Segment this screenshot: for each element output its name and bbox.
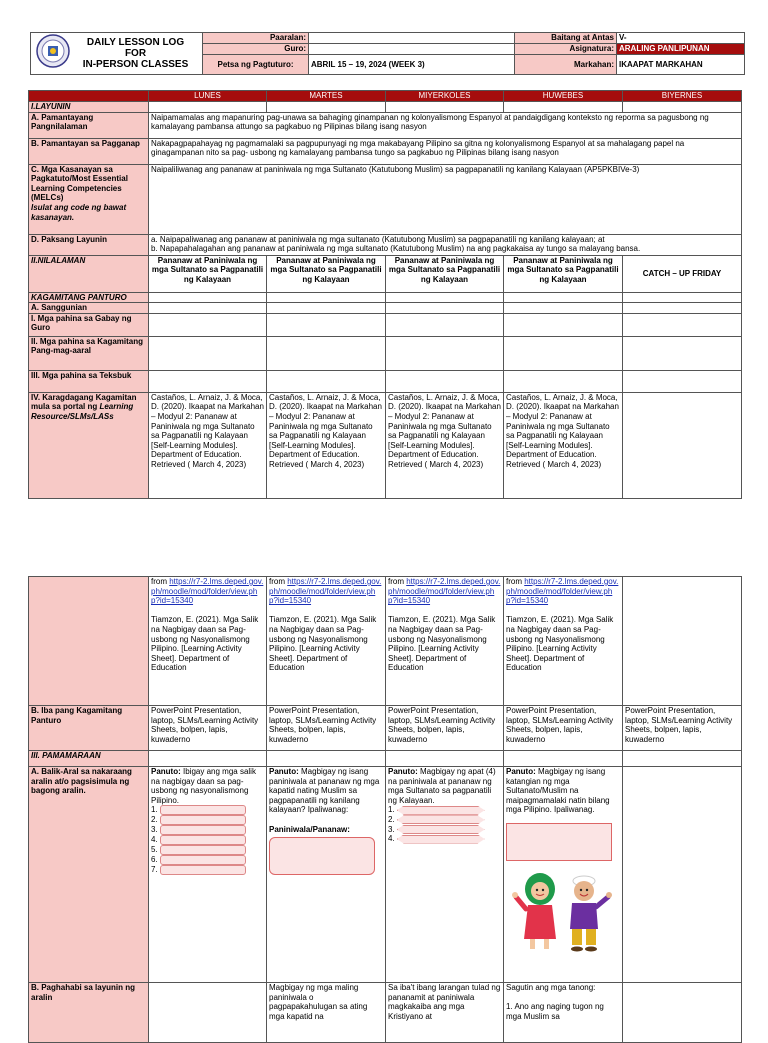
paniniwala-label: Paniniwala/Pananaw: — [269, 824, 350, 834]
pamantayan-sa-pagganap-text: Nakapagpapahayag ng pagmamalaki sa pagpupunyagi ng mga makabayang Pilipino sa gitna ng kolonyalismong Espanyol at sa mahalagang papel na ginagampanan nito sa pag- usbong ng kamalayang pambansa tungo sa pagkabuo ng Pilipinas bilang isang nasyon — [149, 138, 742, 164]
continuation-label — [29, 577, 149, 706]
day-header-lunes: LUNES — [149, 91, 267, 102]
iba-biyernes: PowerPoint Presentation, laptop, SLMs/Learning Activity Sheets, bolpen, lapis, kuwaderno — [623, 706, 742, 751]
asignatura-label: Asignatura: — [515, 44, 617, 55]
paghahabi-miyerkoles: Sa iba't ibang larangan tulad ng pananamit at paniniwala magkakaiba ang mga Kristiyano at — [386, 983, 504, 1043]
nilalaman-lunes: Pananaw at Paniniwala ng mga Sultanato sa Pagpanatili ng Kalayaan — [149, 255, 267, 292]
guro-label: Guro: — [203, 44, 309, 55]
kagamitang-panturo-heading: KAGAMITANG PANTURO — [29, 292, 149, 303]
reference-martes: from https://r7-2.lms.deped.gov.ph/moodle/mod/folder/view.php?id=15340 Tiamzon, E. (2021). Mga Salik na Nagbigay daan sa Pag-usbong ng Nasyonalismong Pilipino. [Learning Activity Sheet]. Department of Education — [267, 577, 386, 706]
iba-miyerkoles: PowerPoint Presentation, laptop, SLMs/Learning Activity Sheets, bolpen, lapis, kuwaderno — [386, 706, 504, 751]
paaralan-label: Paaralan: — [203, 33, 309, 44]
paghahabi-huwebes: Sagutin ang mga tanong: 1. Ano ang naging tugon ng mga Muslim sa — [504, 983, 623, 1043]
day-header-huwebes: HUWEBES — [504, 91, 623, 102]
lms-link[interactable]: https://r7-2.lms.deped.gov.ph/moodle/mod/folder/view.php?id=15340 — [269, 577, 382, 606]
paksang-layunin-label: D. Paksang Layunin — [29, 234, 149, 255]
answer-blank[interactable] — [160, 805, 246, 815]
answer-blank[interactable] — [397, 806, 485, 815]
lms-link[interactable]: https://r7-2.lms.deped.gov.ph/moodle/mod/folder/view.php?id=15340 — [506, 577, 619, 606]
iba-huwebes: PowerPoint Presentation, laptop, SLMs/Learning Activity Sheets, bolpen, lapis, kuwaderno — [504, 706, 623, 751]
catch-up-friday: CATCH – UP FRIDAY — [623, 255, 742, 292]
iba-pang-kagamitan-label: B. Iba pang Kagamitang Panturo — [29, 706, 149, 751]
baitang-value: V- — [617, 33, 745, 44]
pamamaraan-heading: III. PAMAMARAAN — [29, 751, 149, 767]
pamantayan-sa-pagganap-label: B. Pamantayan sa Pagganap — [29, 138, 149, 164]
reference-miyerkoles: from https://r7-2.lms.deped.gov.ph/moodle/mod/folder/view.php?id=15340 Tiamzon, E. (2021). Mga Salik na Nagbigay daan sa Pag-usbong ng Nasyonalismong Pilipino. [Learning Activity Sheet]. Department of Education — [386, 577, 504, 706]
gabay-guro-label: I. Mga pahina sa Gabay ng Guro — [29, 313, 149, 336]
answer-blank[interactable] — [160, 845, 246, 855]
lesson-table-part-1 — [28, 90, 742, 499]
paghahabi-label: B. Paghahabi sa layunin ng aralin — [29, 983, 149, 1043]
nilalaman-miyerkoles: Pananaw at Paniniwala ng mga Sultanato sa Pagpanatili ng Kalayaan — [386, 255, 504, 292]
lesson-log-title: DAILY LESSON LOG FOR IN-PERSON CLASSES — [31, 33, 203, 75]
balik-aral-lunes: Panuto: Ibigay ang mga salik na nagbigay daan sa pag-usbong ng nasyonalismong Pilipino. 1. 2. 3. 4. 5. 6. 7. — [149, 767, 267, 983]
nilalaman-heading: II.NILALAMAN — [29, 255, 149, 292]
petsa-label: Petsa ng Pagtuturo: — [203, 55, 309, 75]
baitang-label: Baitang at Antas — [515, 33, 617, 44]
petsa-value: ABRIL 15 – 19, 2024 (WEEK 3) — [309, 55, 515, 75]
nilalaman-martes: Pananaw at Paniniwala ng mga Sultanato sa Pagpanatili ng Kalayaan — [267, 255, 386, 292]
reference-lunes: from https://r7-2.lms.deped.gov.ph/moodle/mod/folder/view.php?id=15340 Tiamzon, E. (2021). Mga Salik na Nagbigay daan sa Pag-usbong ng Nasyonalismong Pilipino. [Learning Activity Sheet]. Department of Education — [149, 577, 267, 706]
day-header-blank — [29, 91, 149, 102]
asignatura-value: ARALING PANLIPUNAN — [617, 44, 745, 55]
answer-blank[interactable] — [160, 865, 246, 875]
lesson-table-part-2 — [28, 576, 742, 1043]
melc-note: Isulat ang code ng bawat kasanayan. — [31, 202, 127, 222]
paaralan-value — [309, 33, 515, 44]
answer-blank[interactable] — [160, 855, 246, 865]
karagdagang-martes: Castaños, L. Arnaiz, J. & Moca, D. (2020). Ikaapat na Markahan – Modyul 2: Pananaw at Paniniwala ng mga Sultanato sa Pagpanatili ng Kalayaan [Self-Learning Modules]. Department of Education. Retrieved ( March 4, 2023) — [267, 392, 386, 498]
nilalaman-huwebes: Pananaw at Paniniwala ng mga Sultanato sa Pagpanatili ng Kalayaan — [504, 255, 623, 292]
kagamitang-pang-mag-aaral-label: II. Mga pahina sa Kagamitang Pang-mag-aaral — [29, 336, 149, 370]
layunin-heading: I.LAYUNIN — [29, 102, 149, 113]
answer-blank[interactable] — [160, 815, 246, 825]
balik-aral-miyerkoles: Panuto: Magbigay ng apat (4) na paniniwala at pananaw ng mga Sultanato sa pagpanatili ng Kalayaan. 1. 2. 3. 4. — [386, 767, 504, 983]
day-header-biyernes: BIYERNES — [623, 91, 742, 102]
answer-blank[interactable] — [397, 815, 485, 824]
pamantayang-pangnilalaman-text: Naipamamalas ang mapanuring pag-unawa sa bahaging ginampanan ng kolonyalismong Espanyol at pandaigdigang konteksto ng reporma sa pagusbong ng kamalayang pambansa attungo sa pagkabuo ng Pilipinas bilang isang nasyon — [149, 112, 742, 138]
guro-value — [309, 44, 515, 55]
balik-aral-label: A. Balik-Aral sa nakaraang aralin at/o pagsisimula ng bagong aralin. — [29, 767, 149, 983]
melc-label — [29, 164, 149, 234]
paghahabi-martes: Magbigay ng mga maling paniniwala o pagpapakahulugan sa ating mga kapatid na — [267, 983, 386, 1043]
answer-blank[interactable] — [397, 835, 485, 844]
lms-link[interactable]: https://r7-2.lms.deped.gov.ph/moodle/mod/folder/view.php?id=15340 — [151, 577, 264, 606]
melc-text: Naipaliliwanag ang pananaw at paniniwala ng mga Sultanato (Katutubong Muslim) sa pagpapanatili ng kanilang Kalayaan (AP5PKBIVe-3) — [149, 164, 742, 234]
day-header-martes: MARTES — [267, 91, 386, 102]
teksbuk-label: III. Mga pahina sa Teksbuk — [29, 370, 149, 392]
katangian-answer-box[interactable] — [506, 823, 612, 861]
day-header-miyerkoles: MIYERKOLES — [386, 91, 504, 102]
karagdagang-huwebes: Castaños, L. Arnaiz, J. & Moca, D. (2020). Ikaapat na Markahan – Modyul 2: Pananaw at Paniniwala ng mga Sultanato sa Pagpanatili ng Kalayaan [Self-Learning Modules]. Department of Education. Retrieved ( March 4, 2023) — [504, 392, 623, 498]
balik-aral-martes: Panuto: Magbigay ng isang paniniwala at pananaw ng mga kapatid nating Muslim sa pagpapanatili ng kanilang kalayaan? Ipaliwanag: Paniniwala/Pananaw: — [267, 767, 386, 983]
markahan-value: IKAAPAT MARKAHAN — [617, 55, 745, 75]
answer-blank[interactable] — [160, 835, 246, 845]
paniniwala-answer-box[interactable] — [269, 837, 375, 875]
karagdagang-lunes: Castaños, L. Arnaiz, J. & Moca, D. (2020). Ikaapat na Markahan – Modyul 2: Pananaw at Paniniwala ng mga Sultanato sa Pagpanatili ng Kalayaan [Self-Learning Modules]. Department of Education. Retrieved ( March 4, 2023) — [149, 392, 267, 498]
iba-martes: PowerPoint Presentation, laptop, SLMs/Learning Activity Sheets, bolpen, lapis, kuwaderno — [267, 706, 386, 751]
pamantayang-pangnilalaman-label: A. Pamantayang Pangnilalaman — [29, 112, 149, 138]
lms-link[interactable]: https://r7-2.lms.deped.gov.ph/moodle/mod/folder/view.php?id=15340 — [388, 577, 501, 606]
iba-lunes: PowerPoint Presentation, laptop, SLMs/Learning Activity Sheets, bolpen, lapis, kuwaderno — [149, 706, 267, 751]
reference-huwebes: from https://r7-2.lms.deped.gov.ph/moodle/mod/folder/view.php?id=15340 Tiamzon, E. (2021). Mga Salik na Nagbigay daan sa Pag-usbong ng Nasyonalismong Pilipino. [Learning Activity Sheet]. Department of Education — [504, 577, 623, 706]
balik-aral-huwebes: Panuto: Magbigay ng isang katangian ng mga Sultanato/Muslim na maipagmamalaki natin bilang mga Pilipino. Ipaliwanag. — [504, 767, 623, 983]
paksang-layunin-text: a. Naipapaliwanag ang pananaw at paniniwala ng mga sultanato (Katutubong Muslim) sa pagpapanatili ng kanilang kalayaan; at b. Napapahalagahan ang pananaw at paniniwala ng mga sultanato (Katutubong Muslim) na ang pagkakaisa ay tungo sa malayang bansa. — [149, 234, 742, 255]
answer-blank[interactable] — [397, 825, 485, 834]
melc-label-text: C. Mga Kasanayan sa Pagkatuto/Most Essential Learning Competencies (MELCs) — [31, 164, 128, 203]
muslim-children-illustration — [506, 867, 620, 960]
sanggunian-label: A. Sanggunian — [29, 303, 149, 314]
header-table — [30, 32, 745, 75]
markahan-label: Markahan: — [515, 55, 617, 75]
answer-blank[interactable] — [160, 825, 246, 835]
karagdagang-kagamitan-label: IV. Karagdagang Kagamitan mula sa portal ng Learning Resource/SLMs/LASs — [29, 392, 149, 498]
answer-list: 1. 2. 3. 4. 5. 6. 7. — [151, 805, 264, 875]
karagdagang-miyerkoles: Castaños, L. Arnaiz, J. & Moca, D. (2020). Ikaapat na Markahan – Modyul 2: Pananaw at Paniniwala ng mga Sultanato sa Pagpanatili ng Kalayaan [Self-Learning Modules]. Department of Education. Retrieved ( March 4, 2023) — [386, 392, 504, 498]
